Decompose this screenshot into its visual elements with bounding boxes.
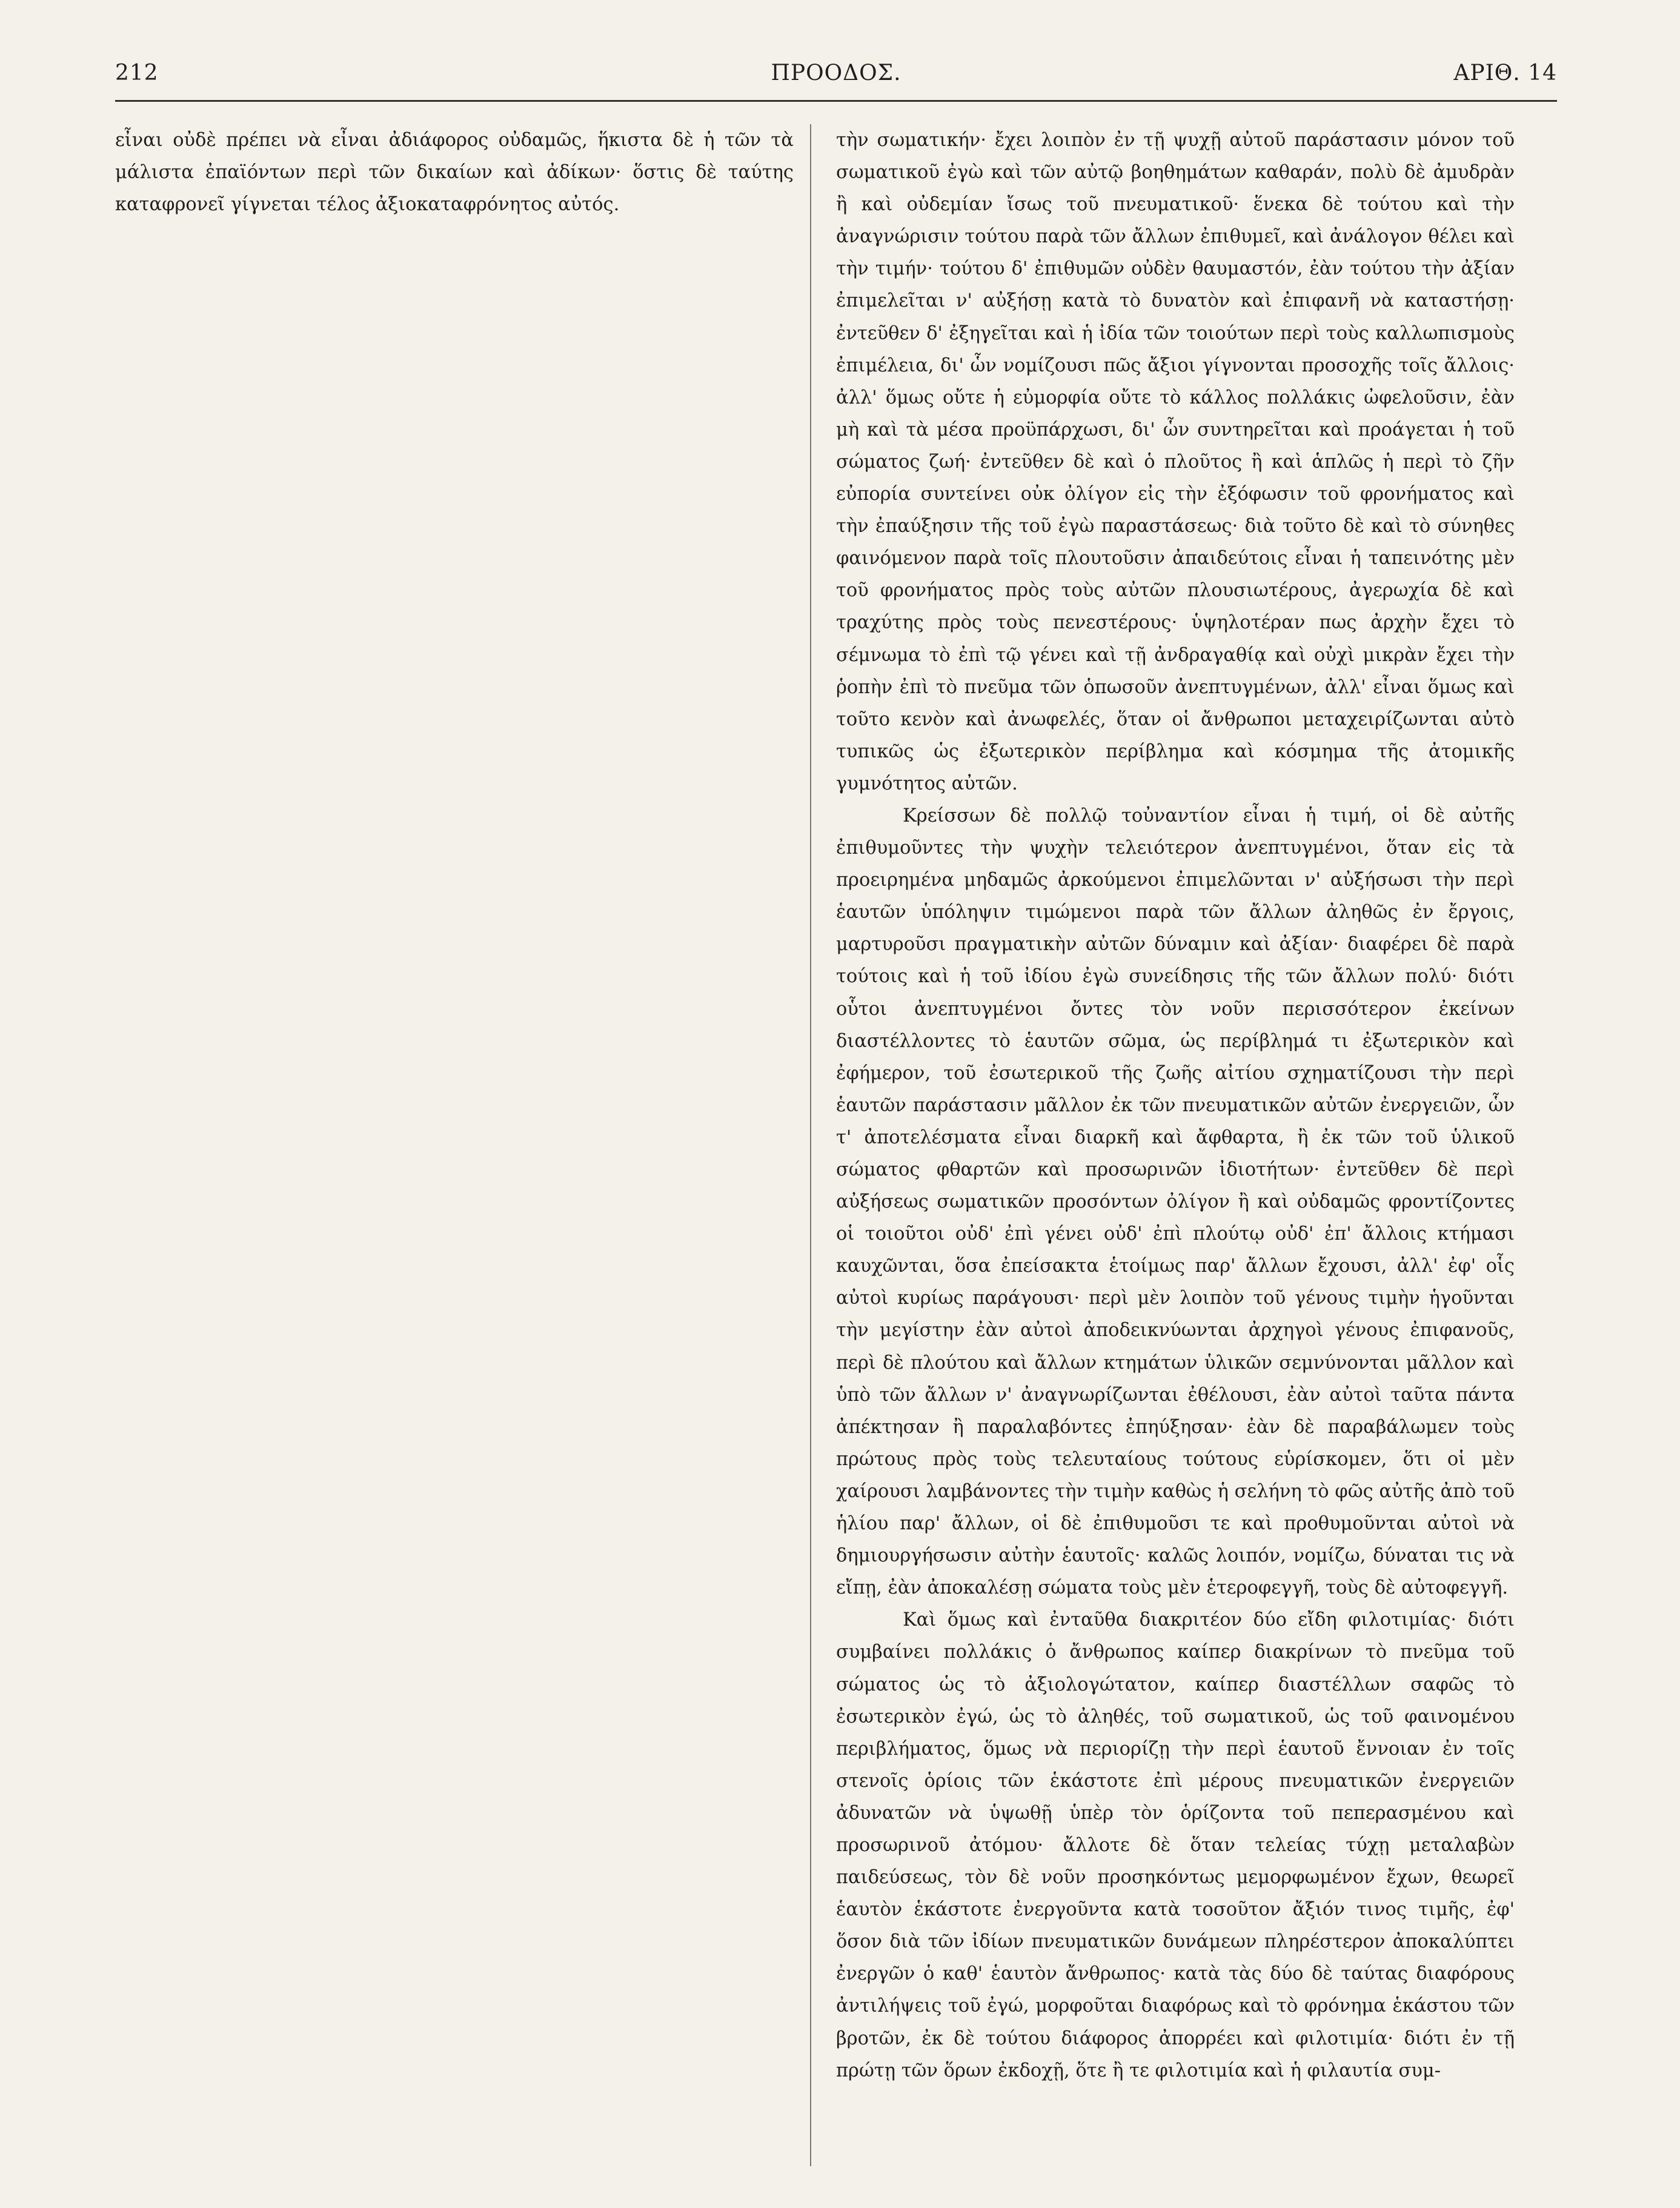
paragraph: εἶναι οὐδὲ πρέπει νὰ εἶναι ἀδιάφορος οὐδαμῶς, ἥκιστα δὲ ἡ τῶν τὰ μάλιστα ἐπαϊόντων περὶ τῶν δικαίων καὶ ἀδίκων· ὅστις δὲ ταύτης καταφρονεῖ γίγνεται τέλος ἀξιοκαταφρόνητος αὐτός. <box>115 130 794 216</box>
page-header <box>115 61 1557 97</box>
journal-title: ΠΡΟΟΔΟΣ. <box>771 61 901 85</box>
right-column <box>836 124 1515 2166</box>
page-number: 212 <box>115 61 159 85</box>
paragraph: Κρείσσων δὲ πολλῷ τοὐναντίον εἶναι ἡ τιμή, οἱ δὲ αὐτῆς ἐπιθυμοῦντες τὴν ψυχὴν τελειότερον ἀνεπτυγμένοι, ὅταν εἰς τὰ προειρημένα μηδαμῶς ἀρκούμενοι ἐπιμελῶνται ν' αὐξήσωσι τὴν περὶ ἑαυτῶν ὑπόληψιν τιμώμενοι παρὰ τῶν ἄλλων ἀληθῶς ἐν ἔργοις, μαρτυροῦσι πραγματικὴν αὐτῶν δύναμιν καὶ ἀξίαν· διαφέρει δὲ παρὰ τούτοις καὶ ἡ τοῦ ἰδίου ἐγὼ συνείδησις τῆς τῶν ἄλλων πολύ· διότι οὗτοι ἀνεπτυγμένοι ὄντες τὸν νοῦν περισσότερον ἐκείνων διαστέλλοντες τὸ ἑαυτῶν σῶμα, ὡς περίβλημά τι ἐξωτερικὸν καὶ ἐφήμερον, τοῦ ἐσωτερικοῦ τῆς ζωῆς αἰτίου σχηματίζουσι τὴν περὶ ἑαυτῶν παράστασιν μᾶλλον ἐκ τῶν πνευματικῶν αὐτῶν ἐνεργειῶν, ὧν τ' ἀποτελέσματα εἶναι διαρκῆ καὶ ἄφθαρτα, ἢ ἐκ τῶν τοῦ ὑλικοῦ σώματος φθαρτῶν καὶ προσωρινῶν ἰδιοτήτων· ἐντεῦθεν δὲ περὶ αὐξήσεως σωματικῶν προσόντων ὀλίγον ἢ καὶ οὐδαμῶς φροντίζοντες οἱ τοιοῦτοι οὐδ' ἐπὶ γένει οὐδ' ἐπὶ πλούτῳ οὐδ' ἐπ' ἄλλοις κτήμασι καυχῶνται, ὅσα ἐπείσακτα ἑτοίμως παρ' ἄλλων ἔχουσι, ἀλλ' ἐφ' οἷς αὐτοὶ κυρίως παράγουσι· περὶ μὲν λοιπὸν τοῦ γένους τιμὴν ἡγοῦνται τὴν μεγίστην ἐὰν αὐτοὶ ἀποδεικνύωνται ἀρχηγοὶ γένους ἐπιφανοῦς, περὶ δὲ πλούτου καὶ ἄλλων κτημάτων ὑλικῶν σεμνύνονται μᾶλλον καὶ ὑπὸ τῶν ἄλλων ν' ἀναγνωρίζωνται ἐθέλουσι, ἐὰν αὐτοὶ ταῦτα πάντα ἀπέκτησαν ἢ παραλαβόντες ἐπηύξησαν· ἐὰν δὲ παραβάλωμεν τοὺς πρώτους πρὸς τοὺς τελευταίους τούτους εὑρίσκομεν, ὅτι οἱ μὲν χαίρουσι λαμβάνοντες τὴν τιμὴν καθὼς ἡ σελήνη τὸ φῶς αὐτῆς ἀπὸ τοῦ ἡλίου παρ' ἄλλων, οἱ δὲ ἐπιθυμοῦσι τε καὶ προθυμοῦνται αὐτοὶ νὰ δημιουργήσωσιν αὐτὴν ἑαυτοῖς· καλῶς λοιπόν, νομίζω, δύναται τις νὰ εἴπῃ, ἐὰν ἀποκαλέσῃ σώματα τοὺς μὲν ἑτεροφεγγῆ, τοὺς δὲ αὐτοφεγγῆ. <box>836 805 1515 1599</box>
paragraph: τὴν σωματικήν· ἔχει λοιπὸν ἐν τῇ ψυχῇ αὐτοῦ παράστασιν μόνον τοῦ σωματικοῦ ἐγὼ καὶ τῶν αὐτῷ βοηθημάτων καθαράν, πολὺ δὲ ἀμυδρὰν ἢ καὶ οὐδεμίαν ἴσως τοῦ πνευματικοῦ· ἕνεκα δὲ τούτου καὶ τὴν ἀναγνώρισιν τούτου παρὰ τῶν ἄλλων ἐπιθυμεῖ, καὶ ἀνάλογον θέλει καὶ τὴν τιμήν· τούτου δ' ἐπιθυμῶν οὐδὲν θαυμαστόν, ἐὰν τούτου τὴν ἀξίαν ἐπιμελεῖται ν' αὐξήσῃ κατὰ τὸ δυνατὸν καὶ ἐπιφανῆ νὰ καταστήσῃ· ἐντεῦθεν δ' ἐξηγεῖται καὶ ἡ ἰδία τῶν τοιούτων περὶ τοὺς καλλωπισμοὺς ἐπιμέλεια, δι' ὧν νομίζουσι πῶς ἄξιοι γίγνονται προσοχῆς τοῖς ἄλλοις· ἀλλ' ὅμως οὔτε ἡ εὐμορφία οὔτε τὸ κάλλος πολλάκις ὠφελοῦσιν, ἐὰν μὴ καὶ τὰ μέσα προϋπάρχωσι, δι' ὧν συντηρεῖται καὶ προάγεται ἡ τοῦ σώματος ζωή· ἐντεῦθεν δὲ καὶ ὁ πλοῦτος ἢ καὶ ἁπλῶς ἡ περὶ τὸ ζῆν εὐπορία συντείνει οὐκ ὀλίγον εἰς τὴν ἐξόφωσιν τοῦ φρονήματος καὶ τὴν ἐπαύξησιν τῆς τοῦ ἐγὼ παραστάσεως· διὰ τοῦτο δὲ καὶ τὸ σύνηθες φαινόμενον παρὰ τοῖς πλουτοῦσιν ἀπαιδεύτοις εἶναι ἡ ταπεινότης μὲν τοῦ φρονήματος πρὸς τοὺς αὐτῶν πλουσιωτέρους, ἀγερωχία δὲ καὶ τραχύτης πρὸς τοὺς πενεστέρους· ὑψηλοτέραν πως ἀρχὴν ἔχει τὸ σέμνωμα τὸ ἐπὶ τῷ γένει καὶ τῇ ἀνδραγαθίᾳ καὶ οὐχὶ μικρὰν ἔχει τὴν ῥοπὴν ἐπὶ τὸ πνεῦμα τῶν ὁπωσοῦν ἀνεπτυγμένων, ἀλλ' εἶναι ὅμως καὶ τοῦτο κενὸν καὶ ἀνωφελές, ὅταν οἱ ἄνθρωποι μεταχειρίζωνται αὐτὸ τυπικῶς ὡς ἐξωτερικὸν περίβλημα καὶ κόσμημα τῆς ἀτομικῆς γυμνότητος αὐτῶν. <box>836 130 1515 794</box>
left-column <box>115 124 794 2166</box>
header-rule <box>115 100 1557 102</box>
issue-number: ΑΡΙΘ. 14 <box>1453 61 1557 85</box>
paragraph: Καὶ ὅμως καὶ ἐνταῦθα διακριτέον δύο εἴδη φιλοτιμίας· διότι συμβαίνει πολλάκις ὁ ἄνθρωπος καίπερ διακρίνων τὸ πνεῦμα τοῦ σώματος ὡς τὸ ἀξιολογώτατον, καίπερ διαστέλλων σαφῶς τὸ ἐσωτερικὸν ἐγώ, ὡς τὸ ἀληθές, τοῦ σωματικοῦ, ὡς τοῦ φαινομένου περιβλήματος, ὅμως νὰ περιορίζῃ τὴν περὶ ἑαυτοῦ ἔννοιαν ἐν τοῖς στενοῖς ὁρίοις τῶν ἑκάστοτε ἐπὶ μέρους πνευματικῶν ἐνεργειῶν ἀδυνατῶν νὰ ὑψωθῇ ὑπὲρ τὸν ὁρίζοντα τοῦ πεπερασμένου καὶ προσωρινοῦ ἀτόμου· ἄλλοτε δὲ ὅταν τελείας τύχῃ μεταλαβὼν παιδεύσεως, τὸν δὲ νοῦν προσηκόντως μεμορφωμένον ἔχων, θεωρεῖ ἑαυτὸν ἑκάστοτε ἐνεργοῦντα κατὰ τοσοῦτον ἄξιόν τινος τιμῆς, ἐφ' ὅσον διὰ τῶν ἰδίων πνευματικῶν δυνάμεων πληρέστερον ἀποκαλύπτει ἐνεργῶν ὁ καθ' ἑαυτὸν ἄνθρωπος· κατὰ τὰς δύο δὲ ταύτας διαφόρους ἀντιλήψεις τοῦ ἐγώ, μορφοῦται διαφόρως καὶ τὸ φρόνημα ἑκάστου τῶν βροτῶν, ἐκ δὲ τούτου διάφορος ἀπορρέει καὶ φιλοτιμία· διότι ἐν τῇ πρώτῃ τῶν ὅρων ἐκδοχῇ, ὅτε ἢ τε φιλοτιμία καὶ ἡ φιλαυτία συμ- <box>836 1609 1515 2081</box>
column-divider <box>810 124 811 2166</box>
